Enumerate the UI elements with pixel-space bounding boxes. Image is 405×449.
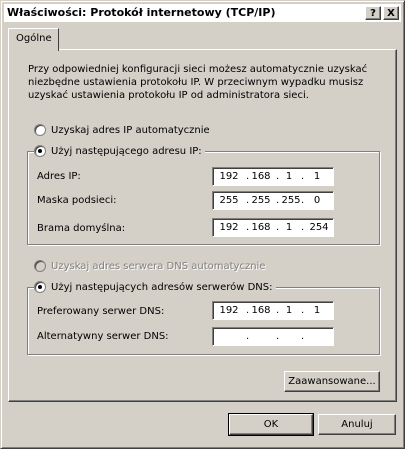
octet: 1 <box>313 305 321 316</box>
close-button[interactable]: X <box>383 6 399 20</box>
dns-auto-option <box>34 260 268 272</box>
title-bar[interactable] <box>4 4 401 22</box>
alternate-dns-label: Alternatywny serwer DNS: <box>37 331 169 342</box>
octet: 255 <box>251 195 271 206</box>
separator: . <box>246 222 250 233</box>
octet: 1 <box>313 171 321 182</box>
tab-general-label: Ogólne <box>16 33 52 44</box>
dns-manual-option[interactable] <box>34 281 276 293</box>
separator: . <box>276 305 280 316</box>
tab-general[interactable] <box>8 28 59 51</box>
gateway-label: Brama domyślna: <box>37 223 126 234</box>
preferred-dns-input[interactable] <box>212 301 334 320</box>
separator: . <box>301 222 305 233</box>
separator: . <box>246 331 250 342</box>
octet: 192 <box>219 171 239 182</box>
separator: . <box>276 195 280 206</box>
octet: 168 <box>251 305 271 316</box>
advanced-button[interactable]: Zaawansowane... <box>284 371 380 392</box>
separator: . <box>276 171 280 182</box>
separator: . <box>246 305 250 316</box>
subnet-mask-label: Maska podsieci: <box>37 195 117 206</box>
separator: . <box>301 331 305 342</box>
octet: 255 <box>281 195 301 206</box>
separator: . <box>246 171 250 182</box>
ok-button[interactable]: OK <box>229 414 313 435</box>
gateway-input[interactable] <box>212 218 334 237</box>
ip-auto-radio[interactable] <box>34 124 46 136</box>
separator: . <box>301 305 305 316</box>
help-button[interactable]: ? <box>365 6 381 20</box>
ip-manual-option[interactable] <box>34 145 205 157</box>
octet: 192 <box>219 222 239 233</box>
description-line: Przy odpowiedniej konfiguracji sieci możesz automatycznie uzyskać <box>28 64 368 75</box>
description-text <box>28 63 378 102</box>
ip-auto-label: Uzyskaj adres IP automatycznie <box>51 124 210 136</box>
octet: 168 <box>251 171 271 182</box>
ip-address-input[interactable] <box>212 167 334 186</box>
cancel-button[interactable]: Anuluj <box>318 414 396 435</box>
window-title: Właściwości: Protokół internetowy (TCP/IP) <box>7 6 276 19</box>
dns-auto-radio <box>34 260 46 272</box>
subnet-mask-input[interactable] <box>212 191 334 210</box>
octet: 1 <box>285 222 293 233</box>
octet: 1 <box>285 171 293 182</box>
separator: . <box>301 171 305 182</box>
ip-manual-radio[interactable] <box>34 145 46 157</box>
alternate-dns-input[interactable] <box>212 327 334 346</box>
preferred-dns-label: Preferowany serwer DNS: <box>37 306 165 317</box>
octet: 192 <box>219 305 239 316</box>
separator: . <box>276 222 280 233</box>
dns-manual-label: Użyj następujących adresów serwerów DNS: <box>51 281 273 293</box>
separator: . <box>276 331 280 342</box>
separator: . <box>246 195 250 206</box>
ip-address-label: Adres IP: <box>37 171 81 182</box>
octet: 255 <box>219 195 239 206</box>
description-line: niezbędne ustawienia protokołu IP. W przeciwnym wypadku musisz <box>28 77 364 88</box>
dns-manual-radio[interactable] <box>34 281 46 293</box>
octet: 0 <box>313 195 321 206</box>
separator: . <box>301 195 305 206</box>
dns-auto-label: Uzyskaj adres serwera DNS automatycznie <box>51 260 266 272</box>
octet: 1 <box>285 305 293 316</box>
ip-auto-option[interactable] <box>34 124 213 136</box>
octet: 168 <box>251 222 271 233</box>
octet: 254 <box>309 222 329 233</box>
ip-manual-label: Użyj następującego adresu IP: <box>51 145 202 157</box>
description-line: uzyskać ustawienia protokołu IP od administratora sieci. <box>28 90 309 101</box>
